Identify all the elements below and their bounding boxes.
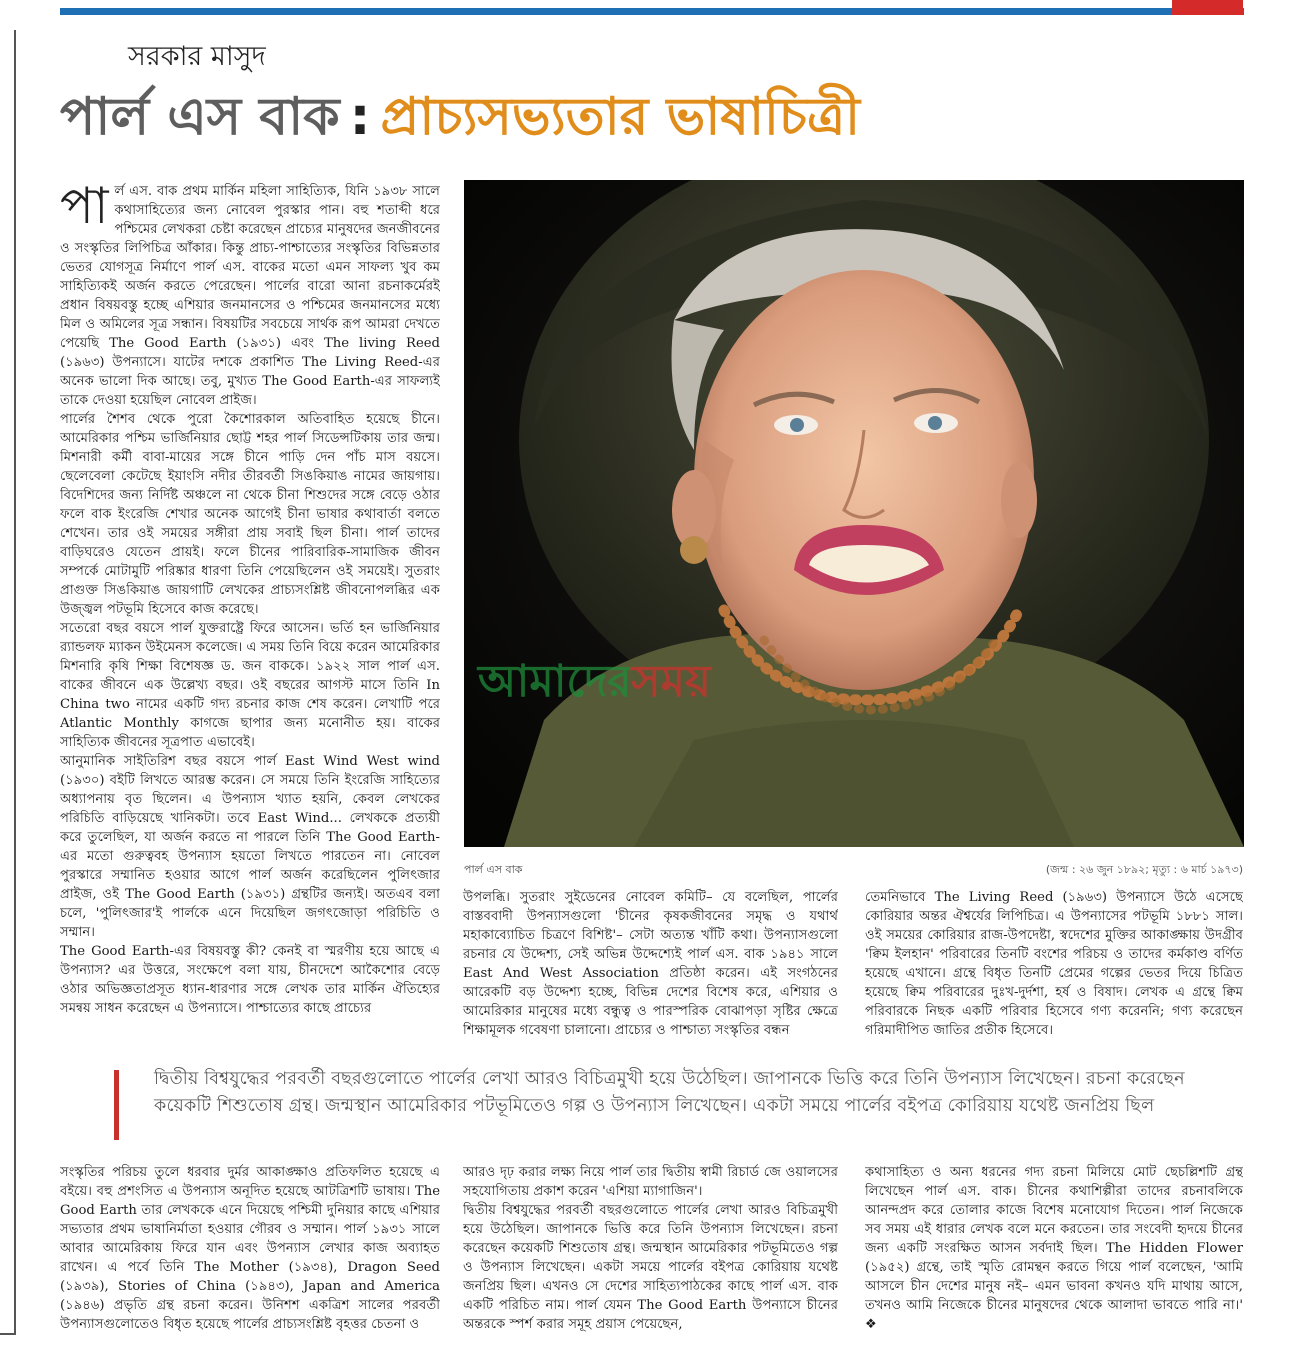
photo-dates: (জন্ম : ২৬ জুন ১৮৯২; মৃত্যু : ৬ মার্চ ১৯৭৩) (1045, 863, 1243, 876)
portrait-photo (464, 180, 1244, 847)
left-margin-rule-foot (0, 1333, 16, 1335)
paragraph: আরও দৃঢ় করার লক্ষ্য নিয়ে পার্ল তার দ্বিতীয় স্বামী রিচার্ড জে ওয়ালসের সহযোগিতায় প্রকাশ করেন 'এশিয়া ম্যাগাজিন'। (463, 1165, 838, 1199)
dropcap: পা (60, 182, 109, 235)
article-column-bottom-middle (463, 1163, 838, 1343)
pullquote: দ্বিতীয় বিশ্বযুদ্ধের পরবর্তী বছরগুলোতে পার্লের লেখা আরও বিচিত্রমুখী হয়ে উঠেছিল। জাপানকে ভিত্তি করে তিনি উপন্যাস লিখেছেন। রচনা করেছেন কয়েকটি শিশুতোষ গ্রন্থ। জন্মস্থান আমেরিকার পটভূমিতেও গল্প ও উপন্যাস লিখেছেন। একটা সময়ে পার্লের বইপত্র কোরিয়ায় যথেষ্ট জনপ্রিয় ছিল (154, 1069, 1185, 1116)
article-column-bottom-right (865, 1163, 1243, 1343)
paragraph: আনুমানিক সাইতিরিশ বছর বয়সে পার্ল East Wind West wind (১৯৩০) বইটি লিখতে আরম্ভ করেন। সে সময়ে তিনি ইংরেজি সাহিত্যের অধ্যাপনায় বৃত ছিলেন। এ উপন্যাস খ্যাত হয়নি, কেবল লেখকের পরিচিতি বাড়িয়েছে খানিকটা। তবে East Wind... লেখককে প্রত্যয়ী করে তুলেছিল, যা অর্জন করতে না পারলে তিনি The Good Earth-এর মতো গুরুত্ববহ উপন্যাস হয়তো লিখতে পারতেন না। নোবেল পুরস্কারে সম্মানিত হওয়ার আগে পার্ল অর্জন করেছিলেন পুলিৎজার প্রাইজ, ওই The Good Earth (১৯৩১) গ্রন্থটির জন্যই। অতএব বলা চলে, 'পুলিৎজার'ই পার্লকে এনে দিয়েছিল জগৎজোড়া পরিচিতি ও সম্মান। (60, 754, 440, 940)
paragraph (60, 182, 440, 410)
paragraph: সতেরো বছর বয়সে পার্ল যুক্তরাষ্ট্রে ফিরে আসেন। ভর্তি হন ভার্জিনিয়ার র‍্যান্ডলফ ম্যাকন উইমেনস কলেজে। এ সময় তিনি বিয়ে করেন আমেরিকার মিশনারি কৃষি শিক্ষা বিশেষজ্ঞ ড. জন বাককে। ১৯২২ সাল পার্ল এস. বাকের জীবনে এক উল্লেখ্য বছর। ওই বছরের আগস্ট মাসে তিনি In China two নামের একটি গদ্য রচনার কাজ শেষ করেন। লেখাটি পরে Atlantic Monthly কাগজে ছাপার জন্য মনোনীত হয়। বাকের সাহিত্যিক জীবনের সূত্রপাত এভাবেই। (60, 621, 440, 750)
article-column-right (865, 888, 1243, 1038)
portrait-illustration (464, 180, 1244, 847)
paragraph: The Good Earth-এর বিষয়বস্তু কী? কেনই বা স্মরণীয় হয়ে আছে এ উপন্যাস? এর উত্তরে, সংক্ষেপে বলা যায়, চীনদেশে আকৈশোর বেড়ে ওঠার অভিজ্ঞতাপ্রসূত ধ্যান-ধারণার সঙ্গে লেখক তার মার্কিন ঐতিহ্যের সমন্বয় সাধন করেছেন এ উপন্যাসে। পাশ্চাত্যের কাছে প্রাচ্যের (60, 944, 440, 1016)
watermark-logo (478, 648, 711, 721)
article-column-main (60, 182, 440, 1038)
article-headline (60, 84, 1240, 150)
headline-subtitle: প্রাচ্যসভ্যতার ভাষাচিত্রী (380, 87, 861, 147)
photo-caption: পার্ল এস বাক (464, 863, 523, 876)
paragraph: কথাসাহিত্য ও অন্য ধরনের গদ্য রচনা মিলিয়ে মোট ছেচল্লিশটি গ্রন্থ লিখেছেন পার্ল এস. বাক। চীনের কথাশিল্পীরা তাদের রচনাবলিকে আনন্দপ্রদ করে তোলার কাজে বিশেষ মনোযোগ দিতেন। পার্ল নিজেকে সব সময় এই ধারার লেখক বলে মনে করতেন। তার সংবেদী হৃদয়ে চীনের জন্য একটি সংরক্ষিত আসন সর্বদাই ছিল। The Hidden Flower (১৯৫২) গ্রন্থে, তাই স্মৃতি রোমন্থন করতে গিয়ে পার্ল বলেছেন, 'আমি আসলে চীন দেশের মানুষ নই– এমন ভাবনা কখনও যদি মাথায় আসে, তখনও আমি নিজেকে চীনের মানুষদের থেকে আলাদা ভাবতে পারি না।' ❖ (865, 1165, 1243, 1332)
paragraph-text: র্ল এস. বাক প্রথম মার্কিন মহিলা সাহিত্যিক, যিনি ১৯৩৮ সালে কথাসাহিত্যের জন্য নোবেল পুরস্কার পান। বহু শতাব্দী ধরে পশ্চিমের লেখকরা চেষ্টা করেছেন প্রাচ্যের মানুষদের জনজীবনের ও সংস্কৃতির লিপিচিত্র আঁকার। কিন্তু প্রাচ্য-পাশ্চাত্যের সংস্কৃতির বিভিন্নতার ভেতর যোগসূত্র নির্মাণে পার্ল এস. বাকের মতো এমন সাফল্য খুব কম সাহিত্যিকই অর্জন করতে পেরেছেন। পার্লের বারো আনা রচনাকর্মেরই প্রধান বিষয়বস্তু হচ্ছে এশিয়ার জনমানসের ও পশ্চিমের জনমানসের মধ্যে মিল ও অমিলের সূত্র সন্ধান। বিষয়টির সবচেয়ে সার্থক রূপ আমরা দেখতে পেয়েছি The Good Earth (১৯৩১) এবং The living Reed (১৯৬৩) উপন্যাসে। যাটের দশকে প্রকাশিত The Living Reed-এর অনেক ভালো দিক আছে। তবু, মুখ্যত The Good Earth-এর সাফল্যই তাকে দেওয়া হয়েছিল নোবেল প্রাইজ। (60, 184, 440, 408)
article-column-middle (463, 888, 838, 1038)
headline-colon: : (349, 87, 371, 147)
paragraph: তেমনিভাবে The Living Reed (১৯৬৩) উপন্যাসে উঠে এসেছে কোরিয়ার অন্তর ঐশ্বর্যের লিপিচিত্র। এ উপন্যাসের পটভূমি ১৮৮১ সাল। ওই সময়ের কোরিয়ার রাজ-উপদেষ্টা, স্বদেশের মুক্তির আকাঙ্ক্ষায় উদগ্রীব 'ক্বিম ইলহান' পরিবারের তিনটি বংশের পরিচয় ও তাদের কর্মকাণ্ড বর্ণিত হয়েছে এখানে। গ্রন্থে বিধৃত তিনটি প্রেমের গল্পের ভেতর দিয়ে চিত্রিত হয়েছে ক্বিম পরিবারের দুঃখ-দুর্দশা, হর্ষ ও বিষাদ। লেখক এ গ্রন্থে ক্বিম পরিবারকে নিছক একটি পরিবার হিসেবে গণ্য করেননি; গণ্য করেছেন গরিমাদীপিত জাতির প্রতীক হিসেবে। (865, 890, 1243, 1038)
paragraph: সংস্কৃতির পরিচয় তুলে ধরবার দুর্মর আকাঙ্ক্ষাও প্রতিফলিত হয়েছে এ বইয়ে। বহু প্রশংসিত এ উপন্যাস অনূদিত হয়েছে আটত্রিশটি ভাষায়। The Good Earth তার লেখককে এনে দিয়েছে পশ্চিমী দুনিয়ার কাছে এশিয়ার সভ্যতার প্রথম ভাষানির্মাতা হওয়ার গৌরব ও সম্মান। পার্ল ১৯৩১ সালে আবার আমেরিকায় ফিরে যান এবং উপন্যাস লেখার কাজ অব্যাহত রাখেন। এ পর্বে তিনি The Mother (১৯৩৪), Dragon Seed (১৯৩৯), Stories of China (১৯৪৩), Japan and America (১৯৪৬) প্রভৃতি গ্রন্থ রচনা করেন। উনিশশ একত্রিশ সালের পরবর্তী উপন্যাসগুলোতেও বিধৃত হয়েছে পার্লের প্রাচ্যসংশ্লিষ্ট বৃহত্তর চেতনা ও (60, 1165, 440, 1332)
paragraph: পার্লের শৈশব থেকে পুরো কৈশোরকাল অতিবাহিত হয়েছে চীনে। আমেরিকার পশ্চিম ভার্জিনিয়ার ছোট্ট শহর পার্ল সিডেন্সটিকায় তার জন্ম। মিশনারী কর্মী বাবা-মায়ের সঙ্গে চীনে পাড়ি দেন পাঁচ মাস বয়সে। ছেলেবেলা কেটেছে ইয়াংসি নদীর তীরবর্তী সিঙকিয়াঙ নামের জায়গায়। বিদেশিদের জন্য নির্দিষ্ট অঞ্চলে না থেকে চীনা শিশুদের সঙ্গে বেড়ে ওঠার ফলে বাক ইংরেজি শেখার অনেক আগেই চীনা ভাষার কথাবার্তা বলতে শেখেন। তার ওই সময়ের সঙ্গীরা প্রায় সবাই ছিল চীনা। পার্ল তাদের বাড়িঘরেও যেতেন প্রায়ই। ফলে চীনের পারিবারিক-সামাজিক জীবন সম্পর্কে মোটামুটি পরিষ্কার ধারণা তিনি পেয়েছিলেন ওই সময়েই। সুতরাং প্রাগুক্ত সিঙকিয়াঙ জায়গাটি লেখকের প্রাচ্যসংশ্লিষ্ট জীবনোপলব্ধির এক উজ্জ্বল পটভূমি হিসেবে কাজ করেছে। (60, 412, 440, 617)
author-byline: সরকার মাসুদ (128, 41, 266, 72)
paragraph: উপলব্ধি। সুতরাং সুইডেনের নোবেল কমিটি– যে বলেছিল, পার্লের বাস্তববাদী উপন্যাসগুলো 'চীনের কৃষকজীবনের সমৃদ্ধ ও যথার্থ মহাকাব্যোচিত চিত্রণে বিশিষ্ট'– সেটা অত্যন্ত খাঁটি কথা। উপন্যাসগুলো রচনার যে উদ্দেশ্য, সেই অভিন্ন উদ্দেশ্যেই পার্ল এস. বাক ১৯৪১ সালে East And West Association প্রতিষ্ঠা করেন। এই সংগঠনের আরেকটি বড় উদ্দেশ্য হচ্ছে, বিভিন্ন দেশের বিশেষ করে, এশিয়ার ও আমেরিকার মানুষের মধ্যে বন্ধুত্ব ও পারস্পরিক বোঝাপড়া সৃষ্টির ক্ষেত্রে শিক্ষামূলক গবেষণা চালানো। প্রাচ্যের ও পাশ্চাত্য সংস্কৃতির বন্ধন (463, 890, 838, 1038)
paragraph: দ্বিতীয় বিশ্বযুদ্ধের পরবর্তী বছরগুলোতে পার্লের লেখা আরও বিচিত্রমুখী হয়ে উঠেছিল। জাপানকে ভিত্তি করে তিনি উপন্যাস লিখেছেন। রচনা করেছেন কয়েকটি শিশুতোষ গ্রন্থ। জন্মস্থান আমেরিকার পটভূমিতেও গল্প ও উপন্যাস লিখেছেন। একটা সময়ে পার্লের বইপত্র কোরিয়ায় যথেষ্ট জনপ্রিয় ছিল। এখনও সে দেশের সাহিত্যপাঠকের কাছে পার্ল এস. বাক একটি পরিচিত নাম। পার্ল যেমন The Good Earth উপন্যাসে চীনের অন্তরকে স্পর্শ করার সমূহ প্রয়াস পেয়েছেন, (463, 1203, 838, 1332)
watermark-part-b: সময় (631, 656, 711, 707)
headline-main: পার্ল এস বাক (60, 87, 340, 147)
pullquote-bar (114, 1070, 119, 1140)
top-red-block (1172, 0, 1243, 15)
article-column-bottom-left (60, 1163, 440, 1343)
left-margin-rule (14, 30, 16, 1335)
watermark-part-a: আমাদের (478, 656, 632, 707)
top-color-bar (60, 8, 1244, 15)
